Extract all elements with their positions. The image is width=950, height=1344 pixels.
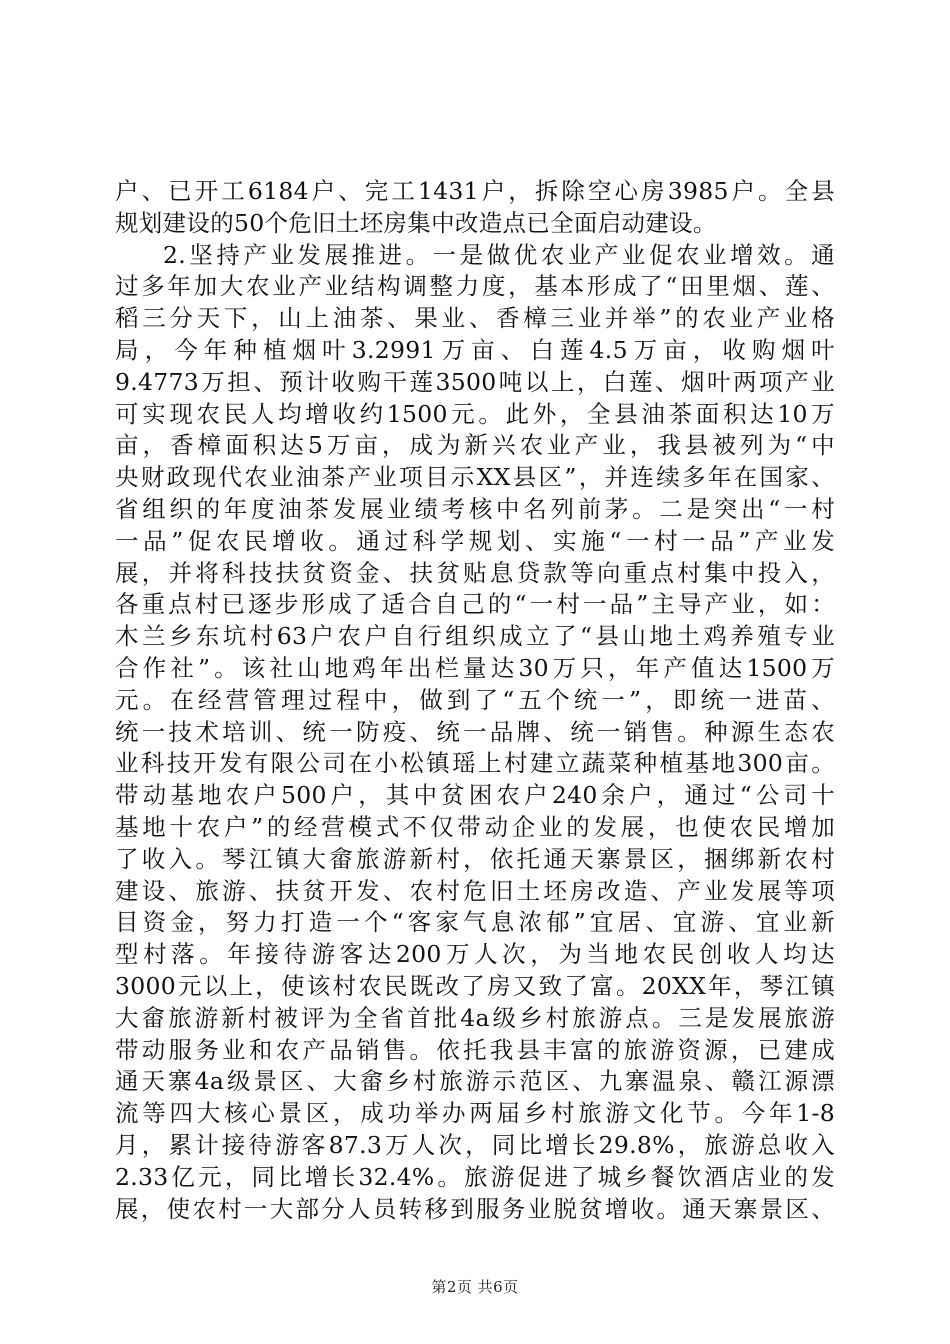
page-number-label: 第2页 共6页 xyxy=(431,1278,519,1296)
text-line: 各重点村已逐步形成了适合自己的“一村一品”主导产业，如： xyxy=(115,590,835,619)
text-line: 2.33亿元，同比增长32.4%。旅游促进了城乡餐饮酒店业的发 xyxy=(115,1162,835,1191)
text-line: 过多年加大农业产业结构调整力度，基本形成了“田里烟、莲、 xyxy=(115,272,835,301)
text-line: 展，并将科技扶贫资金、扶贫贴息贷款等向重点村集中投入， xyxy=(115,558,835,587)
text-line: 规划建设的50个危旧土坯房集中改造点已全面启动建设。 xyxy=(115,208,717,237)
text-line: 流等四大核心景区，成功举办两届乡村旅游文化节。今年1-8 xyxy=(115,1099,835,1128)
text-line: 局，今年种植烟叶3.2991万亩、白莲4.5万亩，收购烟叶 xyxy=(115,335,835,364)
text-line: 大畲旅游新村被评为全省首批4a级乡村旅游点。三是发展旅游 xyxy=(115,1003,835,1032)
text-line: 9.4773万担、预计收购干莲3500吨以上，白莲、烟叶两项产业 xyxy=(115,367,835,396)
text-line: 月，累计接待游客87.3万人次，同比增长29.8%，旅游总收入 xyxy=(115,1130,835,1159)
text-line: 省组织的年度油茶发展业绩考核中名列前茅。二是突出“一村 xyxy=(115,494,835,523)
text-line: 元。在经营管理过程中，做到了“五个统一”，即统一进苗、 xyxy=(115,685,835,714)
text-line: 合作社”。该社山地鸡年出栏量达30万只，年产值达1500万 xyxy=(115,653,835,682)
text-line: 户、已开工6184户、完工1431户，拆除空心房3985户。全县 xyxy=(115,177,835,205)
text-line: 业科技开发有限公司在小松镇瑶上村建立蔬菜种植基地300亩。 xyxy=(115,749,835,778)
text-line: 了收入。琴江镇大畲旅游新村，依托通天寨景区，捆绑新农村 xyxy=(115,844,835,873)
text-line: 通天寨4a级景区、大畲乡村旅游示范区、九寨温泉、赣江源漂 xyxy=(115,1067,835,1096)
text-line: 建设、旅游、扶贫开发、农村危旧土坯房改造、产业发展等项 xyxy=(115,876,835,905)
text-line: 稻三分天下，山上油茶、果业、香樟三业并举”的农业产业格 xyxy=(115,304,835,333)
text-line: 展，使农村一大部分人员转移到服务业脱贫增收。通天寨景区、 xyxy=(115,1194,835,1223)
body-text xyxy=(115,176,835,1225)
page-footer xyxy=(0,1277,950,1297)
text-line: 央财政现代农业油茶产业项目示XX县区”，并连续多年在国家、 xyxy=(115,463,835,492)
text-line: 2.坚持产业发展推进。一是做优农业产业促农业增效。通 xyxy=(163,240,835,269)
text-line: 带动基地农户500户，其中贫困农户240余户，通过“公司十 xyxy=(115,781,835,810)
text-line: 可实现农民人均增收约1500元。此外，全县油茶面积达10万 xyxy=(115,399,835,428)
text-line: 型村落。年接待游客达200万人次，为当地农民创收人均达 xyxy=(115,940,835,969)
text-line: 目资金，努力打造一个“客家气息浓郁”宜居、宜游、宜业新 xyxy=(115,908,835,937)
text-line: 3000元以上，使该村农民既改了房又致了富。20XX年，琴江镇 xyxy=(115,971,835,1000)
text-line: 木兰乡东坑村63户农户自行组织成立了“县山地土鸡养殖专业 xyxy=(115,622,835,651)
text-line: 基地十农户”的经营模式不仅带动企业的发展，也使农民增加 xyxy=(115,812,835,841)
text-line: 一品”促农民增收。通过科学规划、实施“一村一品”产业发 xyxy=(115,526,836,555)
text-line: 带动服务业和农产品销售。依托我县丰富的旅游资源，已建成 xyxy=(115,1035,835,1064)
text-line: 统一技术培训、统一防疫、统一品牌、统一销售。种源生态农 xyxy=(115,717,835,746)
text-line: 亩，香樟面积达5万亩，成为新兴农业产业，我县被列为“中 xyxy=(115,431,835,460)
